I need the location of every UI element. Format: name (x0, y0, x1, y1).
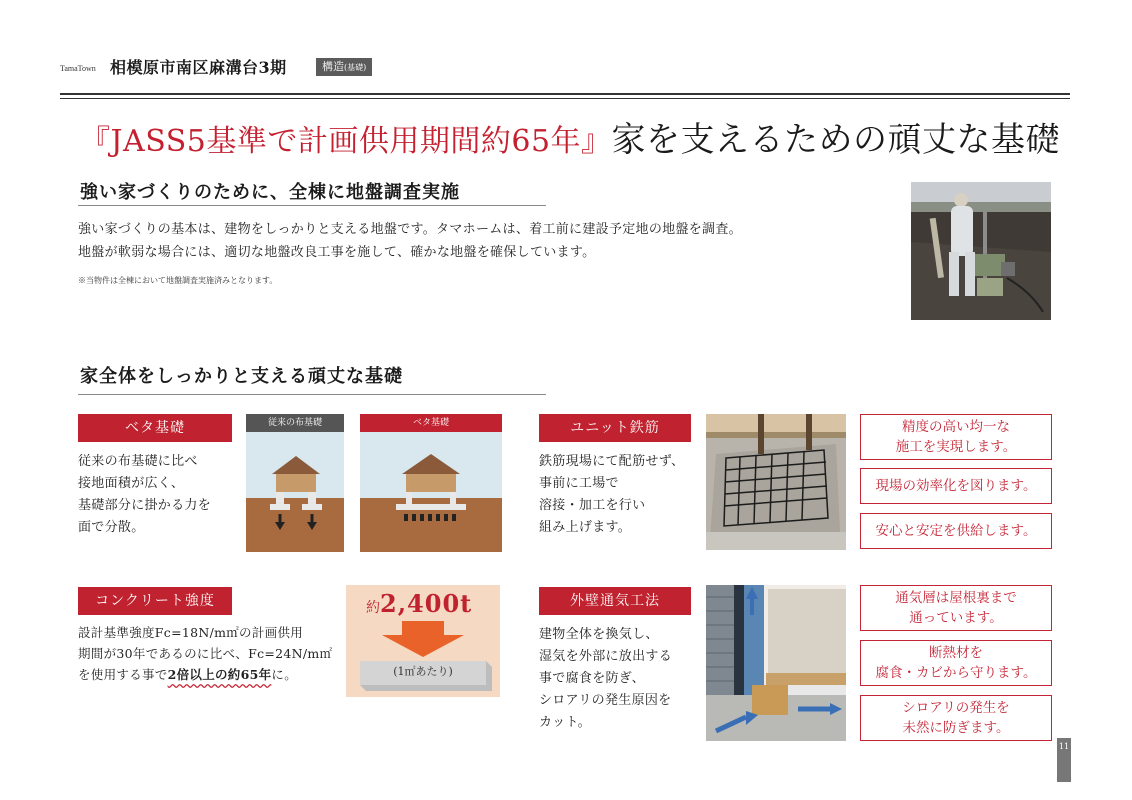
unit-callout-1-line-2: 施工を実現します。 (895, 439, 1017, 455)
header-rule-thick (60, 93, 1070, 95)
weight-infographic (346, 585, 500, 697)
wall-line-5: カット。 (539, 715, 591, 730)
unit-rebar-photo (706, 414, 846, 550)
beta-kiso-description (78, 451, 211, 539)
beta-foundation-tag: ベタ基礎 (360, 414, 502, 432)
strip-foundation-drawing (246, 432, 344, 552)
concrete-line-3-pre: を使用する事で (78, 667, 168, 682)
unit-callout-3-line-1: 安心と安定を供給します。 (875, 523, 1037, 539)
wall-callout-1 (860, 585, 1052, 631)
property-title: 相模原市南区麻溝台3期 (110, 58, 287, 77)
concrete-strength-label: コンクリート強度 (78, 587, 232, 615)
brand-logo-text: TamaTown (60, 64, 96, 73)
section1-line1: 強い家づくりの基本は、建物をしっかりと支える地盤です。タマホームは、着工前に建設予定地の地盤を調査。 (78, 222, 742, 237)
load-arrow-block (346, 621, 500, 697)
ground-survey-photo (911, 182, 1051, 320)
section-badge (316, 58, 372, 76)
wall-line-3: 事で腐食を防ぎ、 (539, 671, 645, 686)
weight-value (366, 589, 472, 618)
concrete-line-2: 期間が30年であるのに比べ、Fc=24N/m㎡ (78, 646, 333, 661)
strip-foundation-tag: 従来の布基礎 (246, 414, 344, 432)
section2-rule (78, 394, 546, 395)
unit-line-3: 溶接・加工を行い (539, 498, 646, 513)
wall-ventilation-diagram (706, 585, 846, 741)
beta-line-3: 基礎部分に掛かる力を (78, 498, 212, 513)
wall-callout-2-line-1: 断熱材を (929, 645, 983, 661)
badge-sub: (基礎) (344, 63, 367, 72)
wall-callout-3-line-2: 未然に防ぎます。 (902, 720, 1010, 736)
section1-heading: 強い家づくりのために、全棟に地盤調査実施 (80, 182, 460, 203)
wall-ventilation-description (539, 624, 672, 734)
concrete-description (78, 622, 332, 685)
unit-callout-2 (860, 468, 1052, 504)
wall-ventilation-label: 外壁通気工法 (539, 587, 691, 615)
section2-heading: 家全体をしっかりと支える頑丈な基礎 (80, 366, 403, 387)
concrete-line-3 (78, 664, 332, 685)
wall-callout-3 (860, 695, 1052, 741)
beta-line-2: 接地面積が広く、 (78, 476, 185, 491)
badge-main: 構造 (322, 60, 344, 73)
wall-callout-1-line-1: 通気層は屋根裏まで (895, 590, 1017, 606)
section1-line2: 地盤が軟弱な場合には、適切な地盤改良工事を施して、確かな地盤を確保しています。 (78, 245, 596, 260)
beta-kiso-label: ベタ基礎 (78, 414, 232, 442)
page-title-red: 『JASS5基準で計画供用期間約65年』 (80, 124, 612, 159)
wall-line-2: 湿気を外部に放出する (539, 649, 673, 664)
unit-callout-1 (860, 414, 1052, 460)
unit-rebar-description (539, 451, 684, 539)
weight-number: 2,400t (380, 589, 473, 618)
page-number: 11 (1057, 738, 1071, 782)
header-rule-thin (60, 98, 1070, 99)
strip-foundation-diagram (246, 414, 344, 552)
wall-callout-2 (860, 640, 1052, 686)
concrete-line-3-post: に。 (271, 667, 298, 682)
unit-line-4: 組み上げます。 (539, 520, 632, 535)
weight-prefix: 約 (366, 600, 380, 616)
unit-callout-2-line-1: 現場の効率化を図ります。 (875, 478, 1037, 494)
unit-callout-3 (860, 513, 1052, 549)
wall-callout-3-line-1: シロアリの発生を (902, 700, 1010, 716)
unit-callout-1-line-1: 精度の高い均一な (902, 419, 1010, 435)
unit-line-2: 事前に工場で (539, 476, 619, 491)
beta-line-4: 面で分散。 (78, 520, 145, 535)
wall-line-1: 建物全体を換気し、 (539, 627, 659, 642)
section1-body (78, 218, 742, 264)
wall-callout-1-line-2: 通っています。 (909, 610, 1003, 626)
beta-foundation-drawing (360, 432, 502, 552)
page-title-black: 家を支えるための頑丈な基礎 (611, 120, 1061, 160)
beta-foundation-diagram (360, 414, 502, 552)
wall-callout-2-line-2: 腐食・カビから守ります。 (875, 665, 1037, 681)
unit-line-1: 鉄筋現場にて配筋せず、 (539, 454, 685, 469)
wall-line-4: シロアリの発生原因を (539, 693, 672, 708)
concrete-line-1: 設計基準強度Fc=18N/m㎡の計画供用 (78, 625, 304, 640)
page-title (80, 112, 1060, 161)
concrete-emphasis: 2倍以上の約65年 (167, 667, 272, 682)
beta-line-1: 従来の布基礎に比べ (78, 454, 198, 469)
per-square-meter-label: (1㎡あたり) (393, 665, 453, 678)
unit-rebar-label: ユニット鉄筋 (539, 414, 691, 442)
section1-rule (78, 205, 546, 206)
section1-note: ※当物件は全棟において地盤調査実施済みとなります。 (78, 276, 278, 285)
